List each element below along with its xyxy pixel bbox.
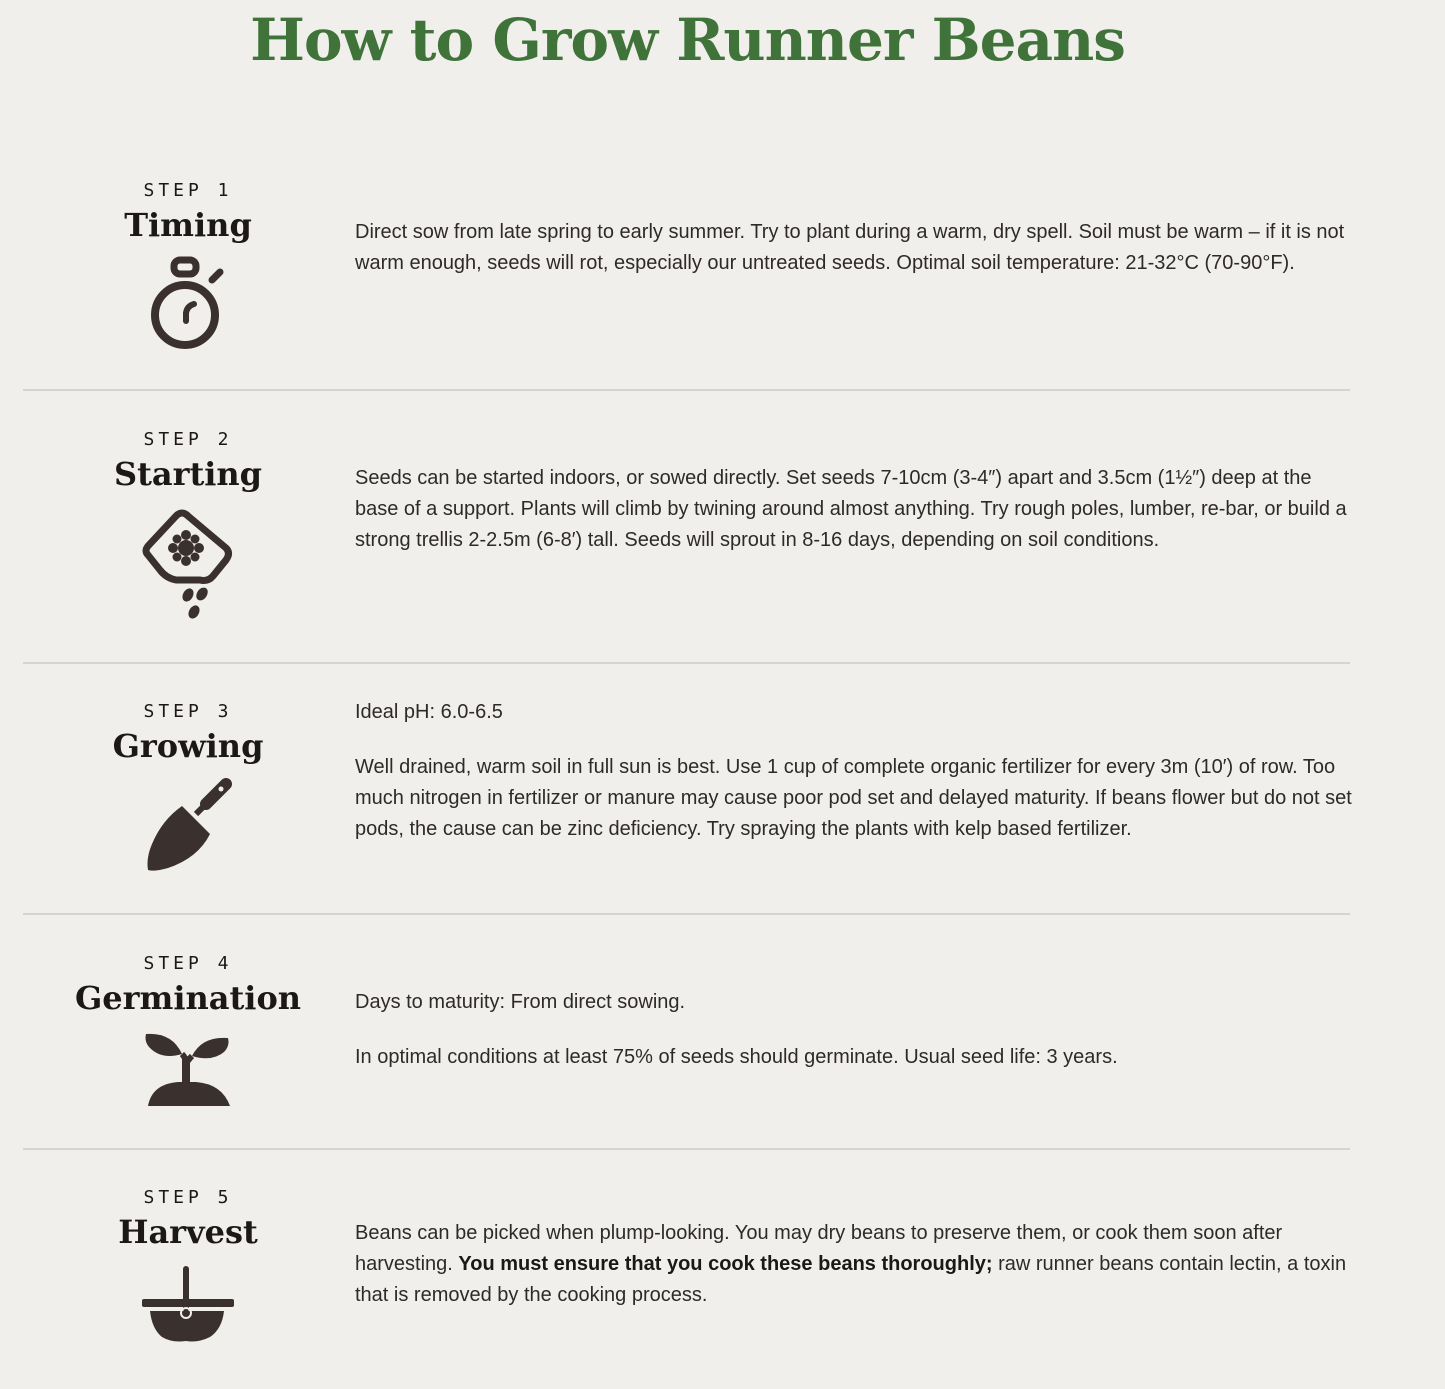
step-title: Harvest — [118, 1213, 258, 1251]
step-description — [355, 1218, 1355, 1311]
step-title: Starting — [113, 455, 263, 493]
harvest-text-outro: raw runner beans contain lectin, a toxin that is removed by the cooking process. — [355, 1253, 1347, 1306]
step-title: Growing — [112, 727, 264, 765]
step-label: STEP 4 — [143, 953, 233, 974]
sprout-icon — [138, 1030, 238, 1130]
divider — [23, 1148, 1350, 1150]
step-description — [355, 987, 1355, 1073]
step-paragraph: In optimal conditions at least 75% of seeds should germinate. Usual seed life: 3 years. — [355, 1046, 1118, 1068]
harvest-text-intro: Beans can be picked when plump-looking. You may dry beans to preserve them, or cook them soon after harvesting. — [355, 1222, 1283, 1275]
step-paragraph: Ideal pH: 6.0-6.5 — [355, 701, 503, 723]
stopwatch-icon — [138, 255, 238, 355]
step-label: STEP 3 — [143, 701, 233, 722]
seed-packet-icon — [138, 508, 238, 608]
harvest-warning: You must ensure that you cook these beans thoroughly; — [458, 1253, 993, 1275]
basket-icon — [138, 1265, 238, 1365]
step-paragraph: Direct sow from late spring to early summer. Try to plant during a warm, dry spell. Soil must be warm – if it is not warm enough, seeds will rot, especially our untreated seeds. Optimal soil temperature: 21-32°C (70-90°F). — [355, 221, 1345, 274]
step-title: Timing — [124, 206, 252, 244]
step-paragraph: Seeds can be started indoors, or sowed directly. Set seeds 7-10cm (3-4″) apart and 3.5cm (1½″) deep at the base of a support. Plants will climb by twining around almost anything. Try rough poles, lumber, re-bar, or build a strong trellis 2-2.5m (6-8′) tall. Seeds will sprout in 8-16 days, depending on soil conditions. — [355, 467, 1347, 551]
step-label: STEP 5 — [143, 1187, 233, 1208]
step-description — [355, 697, 1355, 845]
step-description — [355, 463, 1355, 556]
step-paragraph: Well drained, warm soil in full sun is best. Use 1 cup of complete organic fertilizer for every 3m (10′) of row. Too much nitrogen in fertilizer or manure may cause poor pod set and delayed maturity. If beans flower but do not set pods, the cause can be zinc deficiency. Try spraying the plants with kelp based fertilizer. — [355, 756, 1352, 840]
divider — [23, 913, 1350, 915]
step-title: Germination — [74, 979, 302, 1017]
step-label: STEP 1 — [143, 180, 233, 201]
trowel-icon — [138, 778, 238, 878]
step-paragraph — [355, 1218, 1355, 1311]
step-label: STEP 2 — [143, 429, 233, 450]
divider — [23, 662, 1350, 664]
page-title: How to Grow Runner Beans — [250, 6, 1125, 74]
divider — [23, 389, 1350, 391]
step-paragraph: Days to maturity: From direct sowing. — [355, 991, 686, 1013]
step-description — [355, 217, 1355, 279]
